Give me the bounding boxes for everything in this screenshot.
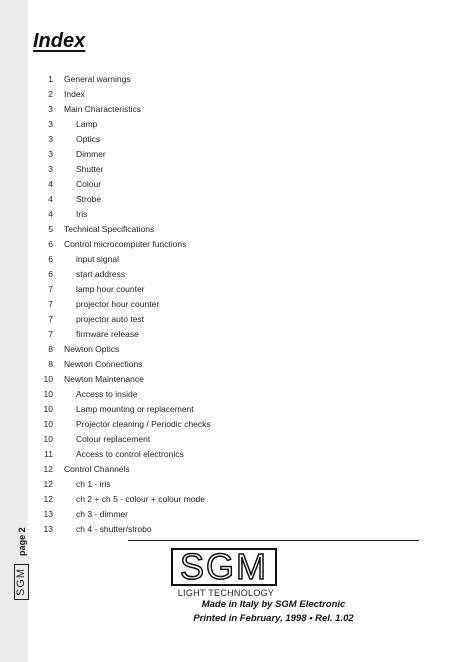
toc-page-number: 8 [48, 358, 53, 369]
toc-entry [33, 161, 393, 176]
toc-entry-title: Dimmer [76, 148, 106, 159]
toc-page-number: 3 [48, 118, 53, 129]
toc-entry [33, 101, 393, 116]
toc-entry-title: firmware release [76, 328, 139, 339]
table-of-contents [33, 71, 393, 536]
toc-page-number: 8 [48, 343, 53, 354]
toc-page-number: 4 [48, 208, 53, 219]
toc-page-number: 6 [48, 253, 53, 264]
credit-printed: Printed in February, 1998 • Rel. 1.02 [193, 613, 354, 624]
toc-entry-title: Lamp mounting or replacement [76, 403, 194, 414]
toc-entry [33, 416, 393, 431]
toc-entry [33, 251, 393, 266]
toc-page-number: 1 [48, 73, 53, 84]
toc-page-number: 7 [48, 328, 53, 339]
toc-page-number: 3 [48, 103, 53, 114]
toc-page-number: 4 [48, 193, 53, 204]
toc-entry [33, 116, 393, 131]
toc-entry-title: Main Characteristics [64, 103, 141, 114]
toc-entry-title: input signal [76, 253, 120, 264]
divider [128, 540, 419, 541]
toc-entry [33, 386, 393, 401]
toc-entry-title: Shutter [76, 163, 104, 174]
toc-entry [33, 446, 393, 461]
toc-page-number: 10 [43, 403, 53, 414]
toc-entry-title: Access to control electronics [76, 448, 184, 459]
toc-entry-title: Optics [76, 133, 101, 144]
toc-entry-title: Index [64, 88, 85, 99]
toc-entry-title: projector hour counter [76, 298, 160, 309]
toc-entry-title: Lamp [76, 118, 98, 129]
toc-page-number: 11 [44, 448, 53, 459]
toc-entry-title: General warnings [64, 73, 131, 84]
toc-page-number: 2 [48, 88, 53, 99]
toc-page-number: 5 [48, 223, 53, 234]
page-number: page 2 [16, 527, 27, 556]
logo-box [171, 548, 277, 586]
toc-page-number: 7 [48, 283, 53, 294]
toc-entry [33, 206, 393, 221]
toc-page-number: 13 [43, 508, 53, 519]
toc-entry-title: Projector cleaning / Periodic checks [76, 418, 211, 429]
toc-entry-title: Newton Maintenance [64, 373, 144, 384]
logo-letters: SGM [179, 546, 268, 587]
toc-page-number: 7 [48, 313, 53, 324]
toc-entry [33, 266, 393, 281]
toc-entry-title: lamp hour counter [76, 283, 145, 294]
toc-entry [33, 86, 393, 101]
toc-entry [33, 461, 393, 476]
toc-entry [33, 356, 393, 371]
toc-page-number: 6 [48, 268, 53, 279]
toc-entry [33, 221, 393, 236]
toc-page-number: 6 [48, 238, 53, 249]
toc-entry-title: ch 4 - shutter/strobo [76, 523, 152, 534]
toc-entry [33, 281, 393, 296]
toc-entry [33, 236, 393, 251]
toc-page-number: 10 [43, 388, 53, 399]
sgm-logo [171, 548, 281, 598]
toc-page-number: 12 [43, 493, 53, 504]
toc-entry [33, 476, 393, 491]
toc-entry-title: ch 1 - iris [76, 478, 111, 489]
toc-entry [33, 491, 393, 506]
toc-entry [33, 401, 393, 416]
toc-entry-title: start address [76, 268, 126, 279]
toc-entry-title: Colour replacement [76, 433, 151, 444]
toc-entry [33, 71, 393, 86]
toc-entry [33, 521, 393, 536]
toc-entry-title: ch 3 - dimmer [76, 508, 128, 519]
toc-entry-title: Newton Optics [64, 343, 120, 354]
side-logo: SGM [14, 564, 29, 600]
toc-page-number: 4 [48, 178, 53, 189]
toc-page-number: 3 [48, 133, 53, 144]
toc-entry-title: Control Channels [64, 463, 130, 474]
toc-entry-title: Strobe [76, 193, 102, 204]
toc-entry [33, 506, 393, 521]
toc-page-number: 10 [43, 373, 53, 384]
toc-page-number: 12 [43, 463, 53, 474]
page-title: Index [33, 30, 86, 52]
credit-made-in: Made in Italy by SGM Electronic [201, 599, 346, 610]
logo-tagline: LIGHT TECHNOLOGY [177, 588, 275, 598]
toc-entry [33, 176, 393, 191]
toc-entry [33, 326, 393, 341]
toc-page-number: 10 [43, 418, 53, 429]
toc-entry [33, 431, 393, 446]
toc-entry-title: Newton Connections [64, 358, 143, 369]
toc-entry-title: Access to inside [76, 388, 138, 399]
toc-page-number: 3 [48, 163, 53, 174]
credits [128, 598, 419, 626]
toc-entry-title: ch 2 + ch 5 - colour + colour mode [76, 493, 205, 504]
toc-entry [33, 191, 393, 206]
toc-entry-title: projector auto test [76, 313, 145, 324]
toc-entry [33, 371, 393, 386]
toc-entry [33, 341, 393, 356]
toc-entry-title: Control microcomputer functions [64, 238, 187, 249]
side-strip [0, 0, 28, 662]
side-label [14, 527, 29, 600]
toc-entry [33, 296, 393, 311]
toc-entry [33, 311, 393, 326]
toc-entry-title: Technical Specifications [64, 223, 155, 234]
toc-page-number: 10 [43, 433, 53, 444]
toc-page-number: 3 [48, 148, 53, 159]
toc-entry [33, 146, 393, 161]
toc-entry-title: Colour [76, 178, 102, 189]
toc-entry [33, 131, 393, 146]
toc-page-number: 13 [43, 523, 53, 534]
toc-entry-title: Iris [76, 208, 88, 219]
toc-page-number: 7 [48, 298, 53, 309]
toc-page-number: 12 [43, 478, 53, 489]
